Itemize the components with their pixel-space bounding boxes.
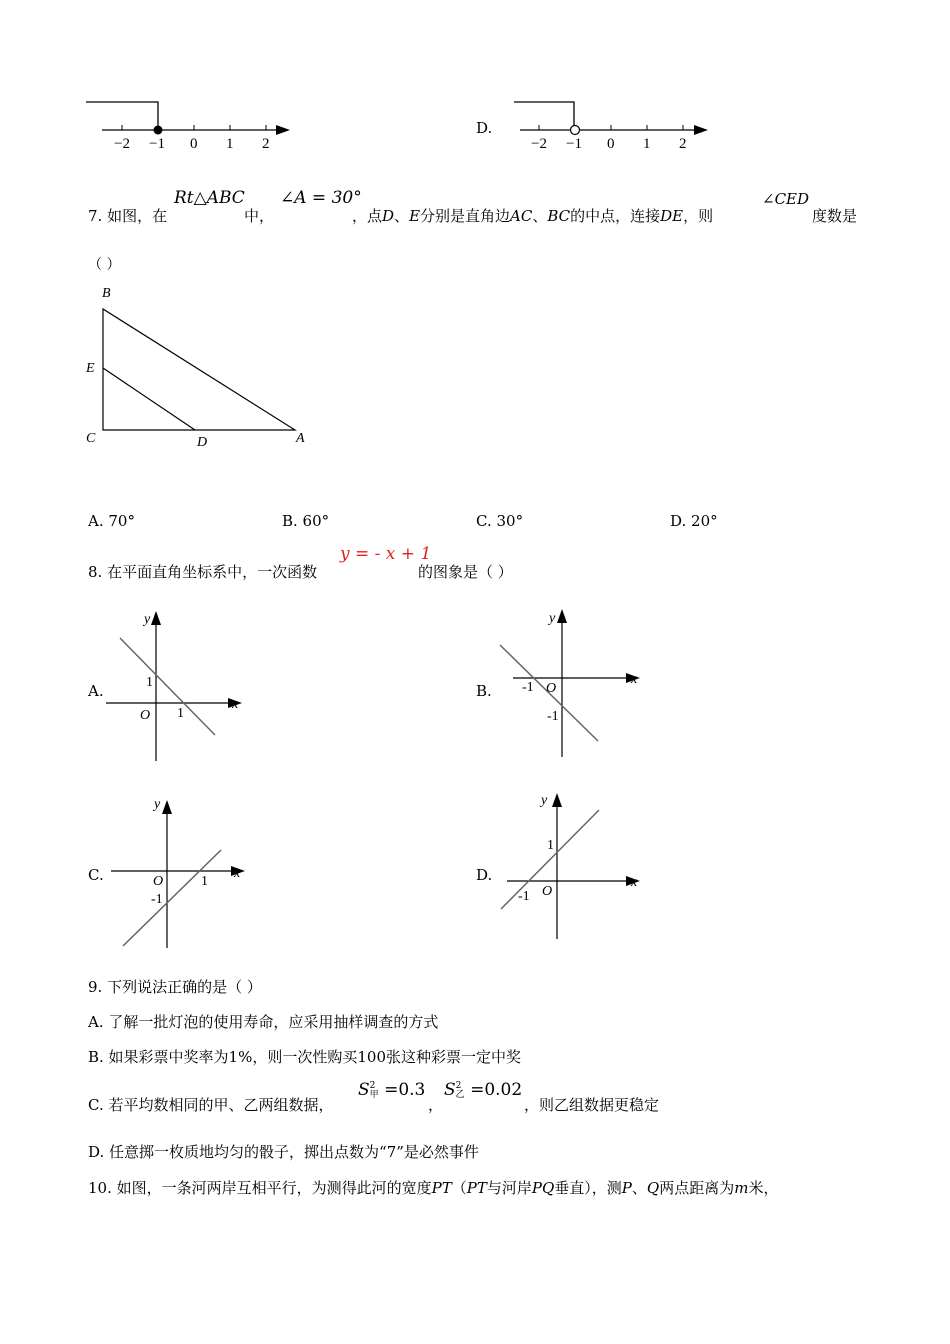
q9-subscript: 乙 <box>455 1089 465 1100</box>
q7-point-d: D <box>382 207 395 225</box>
q10-text: 两点距离为 <box>659 1179 735 1197</box>
origin-label: O <box>153 874 164 889</box>
q10-point-q: Q <box>646 1179 660 1197</box>
q7-text: 如图，在 <box>107 207 168 225</box>
q9-variance-value: =0.3 <box>384 1080 426 1100</box>
q10-text: 米， <box>748 1179 779 1197</box>
numberline-option-d <box>506 92 716 152</box>
tick-label: -1 <box>522 680 534 695</box>
axis-label-x: x <box>631 875 638 890</box>
q8-formula: y = - x + 1 <box>340 544 432 564</box>
q7-text: 度数是 <box>812 207 858 225</box>
q10-stem <box>88 1177 778 1198</box>
q8-graph-b[interactable] <box>495 605 650 765</box>
q9-variance-yi <box>444 1080 522 1100</box>
q7-option-d[interactable]: D. 20° <box>670 512 718 530</box>
origin-label: O <box>542 884 553 899</box>
q7-text: ，点 <box>352 207 383 225</box>
tick-label: 2 <box>262 136 270 152</box>
q9-variance-value: =0.02 <box>470 1080 523 1100</box>
q9-variance-symbol: S <box>358 1080 370 1100</box>
q7-option-c[interactable]: C. 30° <box>476 512 524 530</box>
q7-side-bc: BC <box>547 207 571 225</box>
q9-option-c-text: ，则乙组数据更稳定 <box>524 1096 660 1114</box>
q8-stem <box>88 561 317 582</box>
tick-label: 1 <box>177 706 184 721</box>
axis-label-y: y <box>144 612 151 627</box>
vertex-label-e: E <box>86 361 95 376</box>
q10-point-p: P <box>621 1179 632 1197</box>
axis-label-x: x <box>234 866 241 881</box>
q8-graph-c[interactable] <box>103 790 253 950</box>
q7-text: 的中点，连接 <box>570 207 661 225</box>
tick-label: −2 <box>531 136 547 152</box>
q9-option-b[interactable]: B. 如果彩票中奖率为1%，则一次性购买100张这种彩票一定中奖 <box>88 1048 521 1066</box>
q8-text: 的图象是（ ） <box>418 563 513 581</box>
axis-label-x: x <box>232 697 239 712</box>
tick-label: 1 <box>226 136 234 152</box>
q9-option-a[interactable]: A. 了解一批灯泡的使用寿命，应采用抽样调查的方式 <box>88 1013 439 1031</box>
q7-answer-paren: （ ） <box>88 257 121 273</box>
q7-option-b[interactable]: B. 60° <box>282 512 330 530</box>
q10-segment-pt: PT <box>431 1179 452 1197</box>
q9-stem: 9. 下列说法正确的是（ ） <box>88 978 262 996</box>
q10-segment-pq: PQ <box>531 1179 555 1197</box>
option-d-label: D. <box>476 119 493 137</box>
q10-text: （ <box>451 1179 467 1197</box>
tick-label: −2 <box>114 136 130 152</box>
axis-label-x: x <box>631 672 638 687</box>
q7-triangle-notation: Rt△ABC <box>174 188 245 208</box>
q10-text: 10. 如图，一条河两岸互相平行，为测得此河的宽度 <box>88 1179 432 1197</box>
q7-text: 分别是直角边 <box>420 207 511 225</box>
q8-option-d-label[interactable]: D. <box>476 866 493 884</box>
tick-label: -1 <box>151 892 163 907</box>
vertex-label-b: B <box>102 286 111 301</box>
q7-text: 、 <box>394 207 410 225</box>
q7-text: 中， <box>244 207 275 225</box>
q10-text: 、 <box>631 1179 647 1197</box>
q7-text-line <box>352 205 713 226</box>
tick-label: 1 <box>146 675 153 690</box>
q9-variance-jia <box>358 1080 425 1100</box>
q8-option-b-label[interactable]: B. <box>476 682 492 700</box>
q10-variable-m: m <box>734 1179 749 1197</box>
tick-label: 0 <box>607 136 615 152</box>
tick-label: 1 <box>643 136 651 152</box>
q8-option-c-label[interactable]: C. <box>88 866 104 884</box>
q7-triangle-figure <box>80 282 320 452</box>
q9-comma: ， <box>428 1096 444 1114</box>
q7-segment-de: DE <box>660 207 684 225</box>
q9-superscript: 2 <box>455 1080 462 1091</box>
q7-text: 、 <box>532 207 548 225</box>
axis-label-y: y <box>541 793 548 808</box>
q7-number: 7. <box>88 207 103 225</box>
q9-superscript: 2 <box>369 1080 376 1091</box>
axis-label-y: y <box>549 611 556 626</box>
q8-option-a-label[interactable]: A. <box>88 682 104 700</box>
axis-label-y: y <box>154 797 161 812</box>
q7-option-a[interactable]: A. 70° <box>88 512 135 530</box>
q7-point-e: E <box>409 207 421 225</box>
q8-text: 在平面直角坐标系中，一次函数 <box>107 563 318 581</box>
origin-label: O <box>546 681 557 696</box>
q10-text: 垂直），测 <box>554 1179 622 1197</box>
tick-label: 0 <box>190 136 198 152</box>
vertex-label-c: C <box>86 431 96 446</box>
q9-subscript: 甲 <box>369 1089 379 1100</box>
origin-label: O <box>140 708 151 723</box>
tick-label: 2 <box>679 136 687 152</box>
tick-label: −1 <box>149 136 165 152</box>
numberline-option-c <box>80 92 300 152</box>
q7-angle-a: ∠A = 30° <box>280 188 362 208</box>
q8-graph-a[interactable] <box>100 605 250 765</box>
vertex-label-a: A <box>296 431 305 446</box>
q9-option-c-text: C. 若平均数相同的甲、乙两组数据， <box>88 1096 334 1114</box>
q7-stem <box>88 205 167 226</box>
q10-text: 与河岸 <box>486 1179 532 1197</box>
q9-variance-symbol: S <box>444 1080 456 1100</box>
tick-label: 1 <box>201 874 208 889</box>
tick-label: -1 <box>547 709 559 724</box>
q10-segment-pt: PT <box>466 1179 487 1197</box>
q7-text: ，则 <box>683 207 714 225</box>
q9-option-d[interactable]: D. 任意掷一枚质地均匀的骰子，掷出点数为“7”是必然事件 <box>88 1143 479 1161</box>
q7-angle-ced: ∠CED <box>762 190 810 208</box>
tick-label: −1 <box>566 136 582 152</box>
tick-label: 1 <box>547 838 554 853</box>
q8-graph-d[interactable] <box>495 785 650 945</box>
q8-number: 8. <box>88 563 103 581</box>
vertex-label-d: D <box>197 435 208 450</box>
q9-option-c[interactable] <box>88 1094 333 1115</box>
tick-label: -1 <box>518 889 530 904</box>
q7-side-ac: AC <box>510 207 533 225</box>
